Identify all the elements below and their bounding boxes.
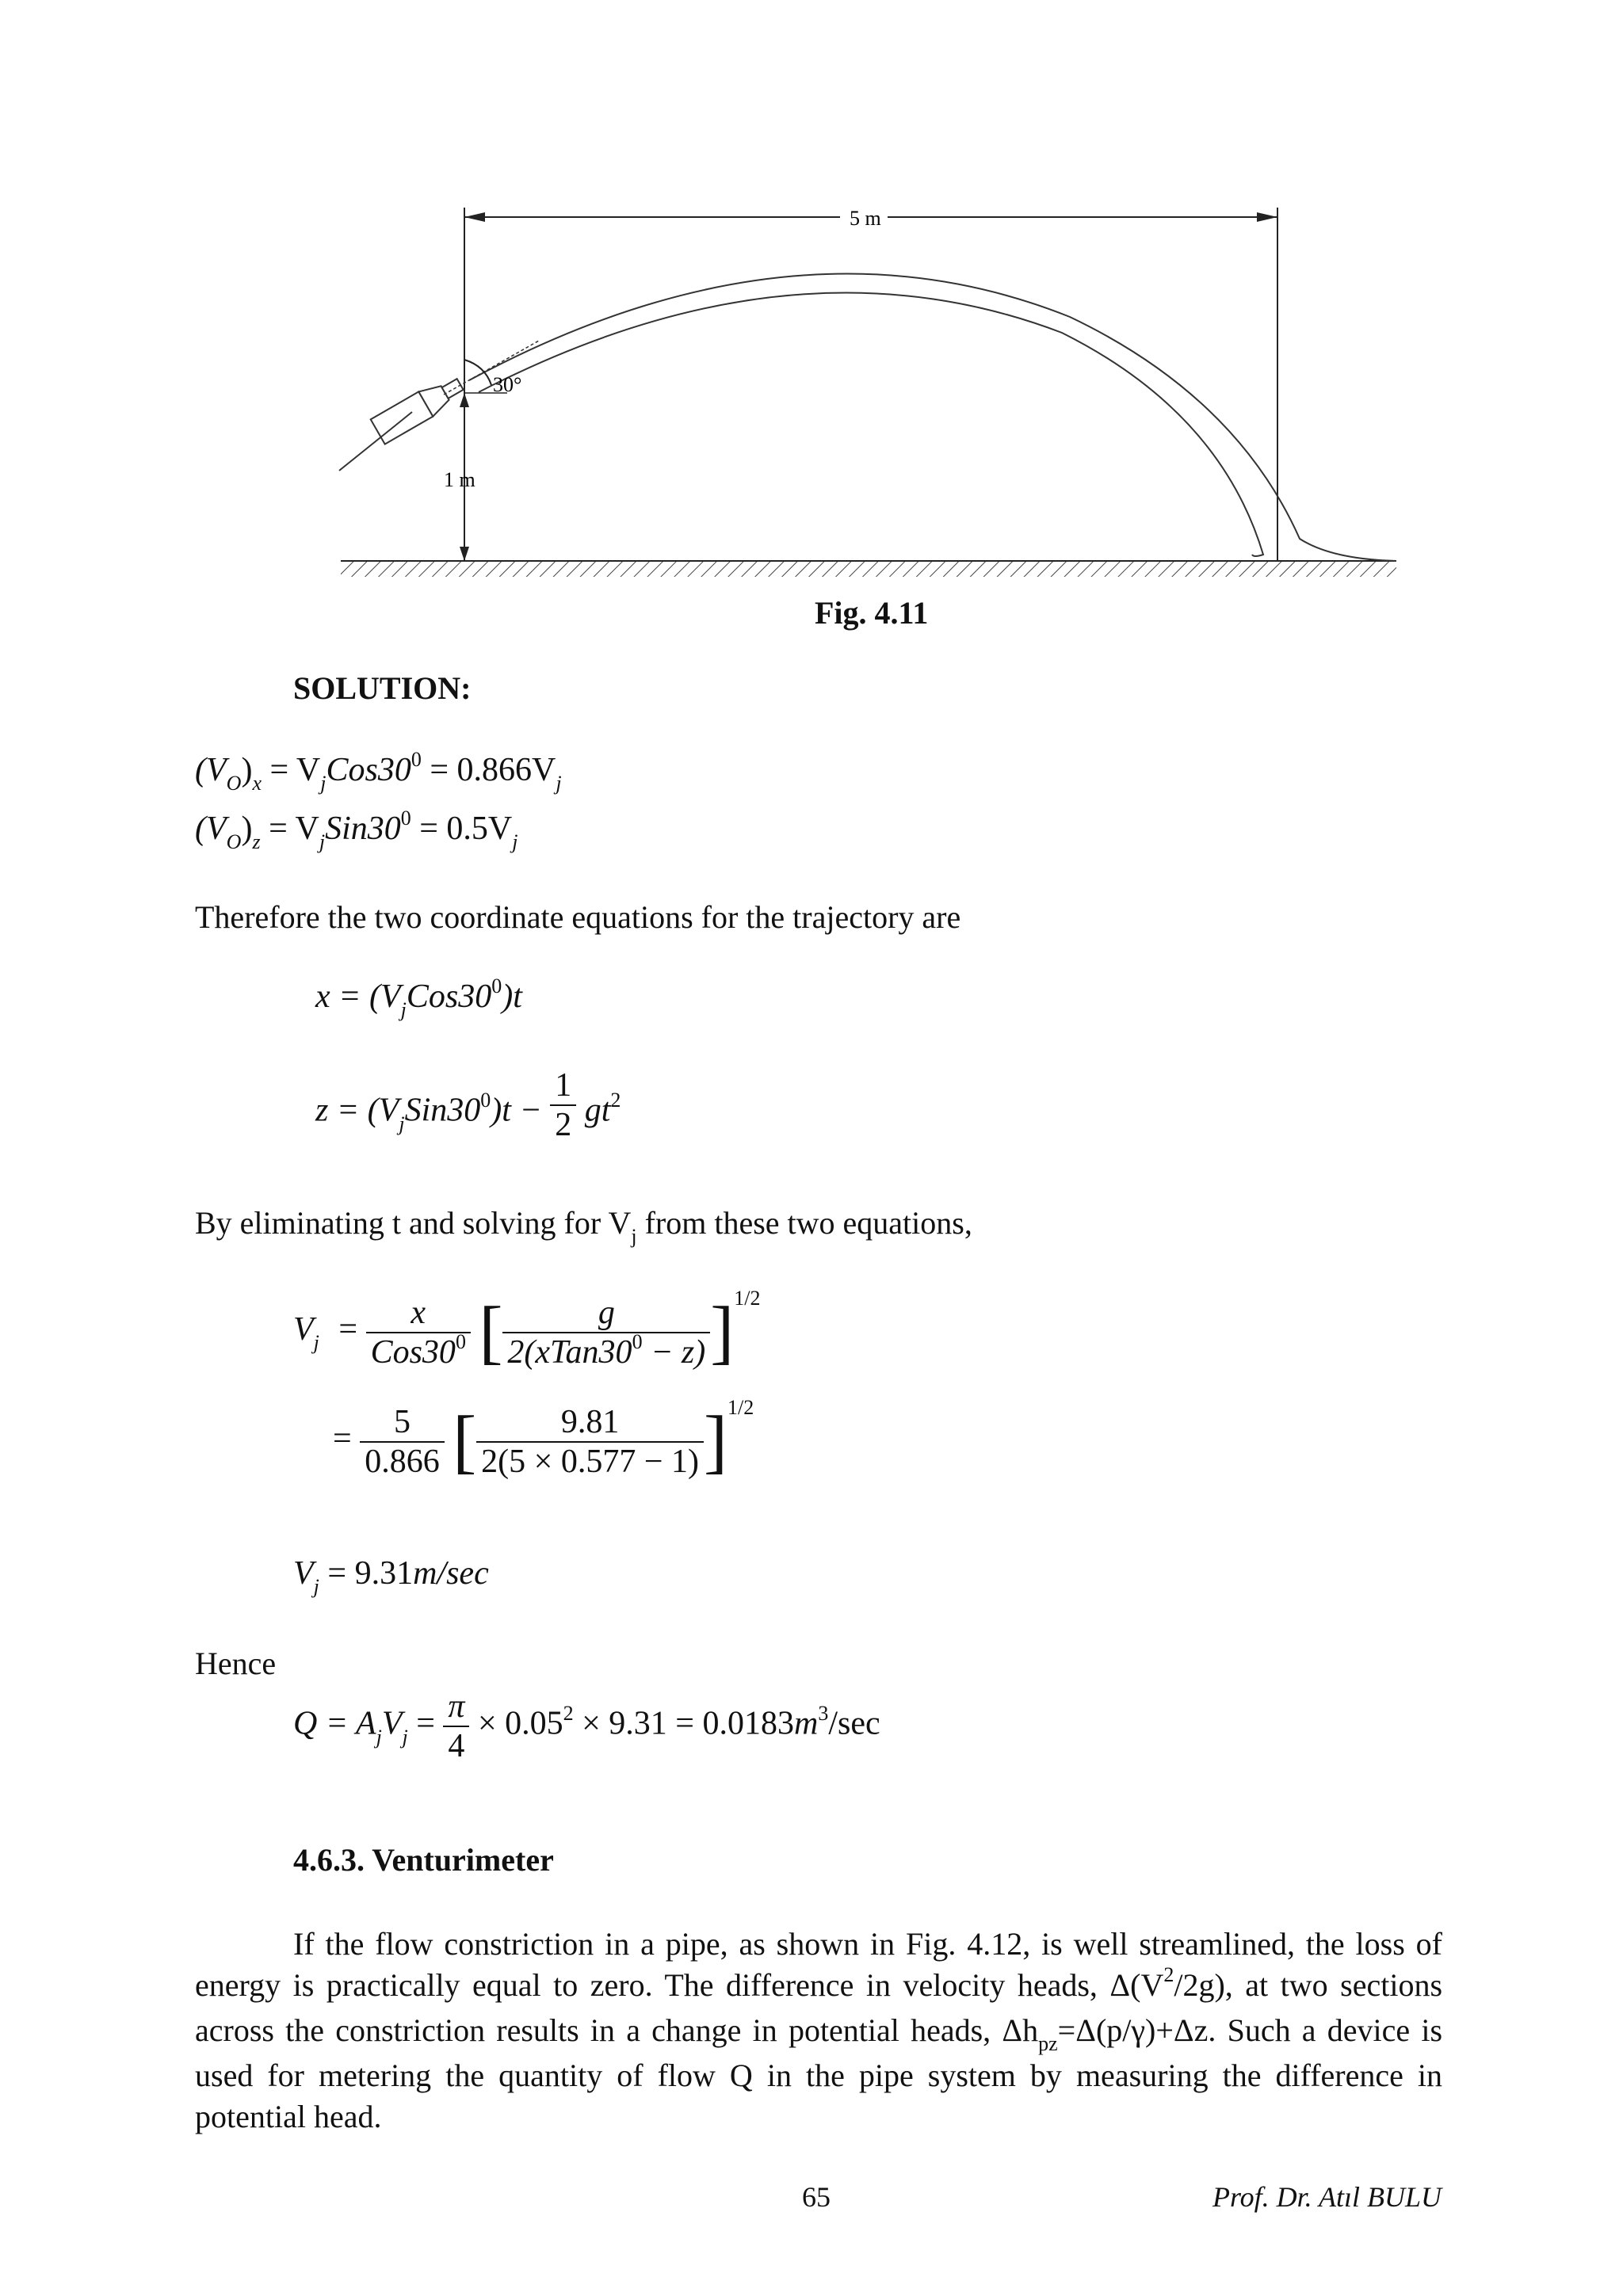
equation-z: $z = (V_jSin30^0)t$ − $\frac{1}{2}$ $gt^2$ (315, 1067, 621, 1143)
equation-vj-general: $V_j$ = $\frac{x}{Cos30^0}$ [ $\frac{g}{2(xTan30^0 - z)}$ ]$^{1/2}$ (293, 1287, 761, 1371)
equation-x: $x = (V_jCos30^0)t$ (315, 974, 522, 1021)
text-trajectory: Therefore the two coordinate equations for the trajectory are (195, 899, 961, 935)
para-line-5: potential head. (195, 2099, 382, 2134)
page-number: 65 (802, 2181, 831, 2213)
equation-vox: $(V_O)_x = V_jCos30^0 = 0.866V_j$ (195, 748, 562, 795)
dim-label-width: 5 m (850, 207, 881, 230)
equation-vj-numeric: = $\frac{5}{0.866}$ [ $\frac{9.81}{2(5 \times 0.577 - 1)}$ ]$^{1/2}$ (333, 1396, 754, 1481)
jet-upper-curve (469, 274, 1396, 561)
text-hence: Hence (195, 1646, 277, 1681)
para-line-1: If the flow constriction in a pipe, as shown in Fig. 4.12, is well streamlined, the loss of (293, 1926, 1442, 1962)
jet-lower-curve (479, 293, 1263, 556)
para-line-4: used for metering the quantity of flow Q in the pipe system by measuring the difference in (195, 2058, 1442, 2093)
footer-author: Prof. Dr. Atıl BULU (1212, 2181, 1442, 2213)
equation-q: $Q = A_jV_j$ = $\frac{\pi}{4}$ × $0.05^2 \times 9.31 = 0.0183m^3/\sec$ (293, 1688, 880, 1764)
ground-hatch (341, 561, 1396, 577)
paragraph-venturimeter (195, 1924, 1442, 2138)
angle-label: 30° (493, 373, 522, 396)
equation-vj-result: $V_j = 9.31m/\sec$ (293, 1555, 489, 1598)
section-heading: 4.6.3. Venturimeter (293, 1842, 554, 1878)
dim-label-height: 1 m (444, 468, 475, 491)
equation-voz: $(V_O)_z = V_jSin30^0 = 0.5V_j$ (195, 807, 518, 853)
para-line-2: energy is practically equal to zero. The difference in velocity heads, $\Delta(V^2/2g)$, at two sections (195, 1963, 1443, 2003)
text-eliminate: By eliminating t and solving for $V_j$ from these two equations, (195, 1205, 972, 1248)
figure-caption-text: Fig. 4.11 (815, 595, 929, 631)
solution-heading: SOLUTION: (293, 670, 472, 706)
trajectory-figure (0, 0, 1623, 602)
para-line-3: across the constriction results in a change in potential heads, $\Delta h_{pz}=\Delta(p/\gamma)+\Delta z$. Such a device is (195, 2012, 1443, 2055)
